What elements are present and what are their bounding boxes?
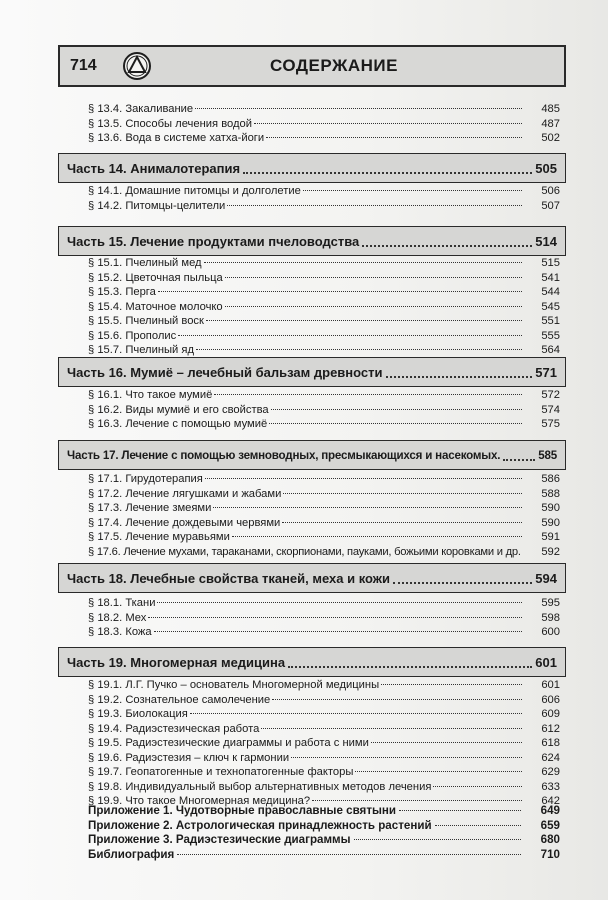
toc-page-number: 680 — [540, 833, 560, 846]
toc-entry[interactable] — [58, 472, 566, 486]
toc-entry[interactable] — [58, 751, 566, 765]
toc-entry-label: Приложение 3. Радиэстезические диаграммы — [88, 833, 351, 846]
page-number: 714 — [70, 57, 97, 74]
toc-entry[interactable] — [58, 117, 566, 131]
toc-entry-label: § 16.1. Что такое мумиё — [88, 389, 213, 401]
toc-entry[interactable] — [58, 102, 566, 116]
toc-entry-label: § 15.1. Пчелиный мед — [88, 257, 202, 269]
toc-entry-label: § 15.4. Маточное молочко — [88, 300, 223, 313]
part-page-number: 594 — [535, 570, 557, 586]
dot-leader — [213, 506, 522, 508]
toc-entry-label: § 17.4. Лечение дождевыми червями — [88, 516, 281, 529]
triangle-circle-logo-icon — [122, 51, 152, 81]
dot-leader — [178, 334, 522, 336]
toc-entry-label: § 15.7. Пчелиный яд — [88, 344, 194, 356]
toc-entry-label: § 19.7. Геопатогенные и технопатогенные факторы — [88, 766, 354, 778]
dot-leader — [243, 171, 532, 174]
toc-page-number: 564 — [541, 344, 560, 356]
toc-page-number: 598 — [541, 611, 560, 624]
dot-leader — [214, 393, 522, 395]
part-heading[interactable] — [58, 357, 566, 387]
toc-entry[interactable] — [58, 625, 566, 639]
appendix-entry[interactable] — [58, 833, 566, 847]
dot-leader — [206, 319, 522, 321]
dot-leader — [355, 770, 522, 772]
toc-page-number: 485 — [541, 103, 560, 115]
toc-entry[interactable] — [58, 403, 566, 417]
toc-page-number: 588 — [541, 487, 560, 500]
part-title: Часть 18. Лечебные свойства тканей, меха и кожи — [67, 570, 391, 586]
toc-entry-label: § 15.3. Перга — [88, 286, 156, 298]
dot-leader — [393, 581, 532, 584]
dot-leader — [177, 853, 521, 855]
toc-entry[interactable] — [58, 184, 566, 198]
toc-page-number: 555 — [541, 329, 560, 342]
dot-leader — [261, 727, 522, 729]
toc-entry[interactable] — [58, 501, 566, 515]
toc-entry[interactable] — [58, 765, 566, 779]
toc-entry[interactable] — [58, 199, 566, 213]
toc-entry-label: § 19.5. Радиэстезические диаграммы и работа с ними — [88, 737, 369, 749]
dot-leader — [205, 477, 522, 479]
toc-entry-label: § 17.2. Лечение лягушками и жабами — [88, 487, 282, 500]
toc-entry[interactable] — [58, 707, 566, 721]
toc-entry[interactable] — [58, 516, 566, 530]
dot-leader — [291, 756, 522, 758]
toc-entry[interactable] — [58, 722, 566, 736]
toc-entry[interactable] — [58, 545, 566, 559]
toc-entry-label: § 15.6. Прополис — [88, 329, 177, 342]
toc-page-number: 624 — [541, 751, 560, 764]
toc-page-number: 541 — [541, 271, 560, 284]
toc-entry-label: Библиография — [88, 847, 175, 861]
dot-leader — [381, 683, 522, 685]
dot-leader — [254, 122, 522, 124]
dot-leader — [204, 261, 522, 263]
toc-entry-label: § 19.3. Биолокация — [88, 708, 188, 720]
toc-page-number: 572 — [541, 389, 560, 401]
toc-page-number: 586 — [541, 473, 560, 485]
toc-entry[interactable] — [58, 693, 566, 707]
toc-page-number: 545 — [541, 300, 560, 313]
toc-page-number: 507 — [541, 199, 560, 212]
dot-leader — [362, 244, 532, 247]
dot-leader — [371, 741, 522, 743]
part-heading[interactable] — [58, 440, 566, 470]
dot-leader — [157, 601, 522, 603]
toc-entry-label: § 19.4. Радиэстезическая работа — [88, 722, 260, 735]
toc-page-number: 633 — [541, 780, 560, 793]
dot-leader — [435, 824, 521, 826]
toc-entry[interactable] — [58, 417, 566, 431]
appendix-entry[interactable] — [58, 804, 566, 818]
toc-entry-label: § 16.2. Виды мумиё и его свойства — [88, 403, 269, 416]
toc-page-number: 612 — [541, 722, 560, 735]
toc-entry-label: § 13.5. Способы лечения водой — [88, 117, 252, 130]
part-heading[interactable] — [58, 563, 566, 593]
part-page-number: 505 — [535, 160, 557, 176]
part-title: Часть 19. Многомерная медицина — [67, 654, 286, 670]
toc-entry[interactable] — [58, 271, 566, 285]
dot-leader — [399, 809, 521, 811]
toc-entry-label: § 17.6. Лечение мухами, тараканами, скорпионами, пауками, божьими коровками и др. — [88, 545, 521, 558]
page-header — [58, 45, 566, 87]
appendix-entry[interactable] — [58, 848, 566, 862]
dot-leader — [266, 136, 522, 138]
toc-entry[interactable] — [58, 300, 566, 314]
toc-entry-label: § 19.8. Индивидуальный выбор альтернативных методов лечения — [88, 780, 432, 793]
toc-entry[interactable] — [58, 596, 566, 610]
dot-leader — [190, 712, 522, 714]
toc-entry[interactable] — [58, 611, 566, 625]
part-title: Часть 16. Мумиё – лечебный бальзам древности — [67, 364, 383, 380]
toc-entry[interactable] — [58, 314, 566, 328]
toc-page-number: 590 — [541, 502, 560, 514]
dot-leader — [271, 408, 522, 410]
page-title: СОДЕРЖАНИЕ — [270, 56, 398, 75]
toc-entry[interactable] — [58, 780, 566, 794]
toc-page-number: 618 — [541, 737, 560, 749]
toc-entry-label: § 19.2. Сознательное самолечение — [88, 693, 271, 706]
toc-page-number: 592 — [541, 545, 560, 558]
toc-page-number: 606 — [541, 693, 560, 706]
toc-entry[interactable] — [58, 388, 566, 402]
toc-entry[interactable] — [58, 487, 566, 501]
toc-entry-label: § 18.3. Кожа — [88, 626, 152, 638]
dot-leader — [154, 630, 522, 632]
toc-entry[interactable] — [58, 256, 566, 270]
toc-entry-label: § 13.6. Вода в системе хатха-йоги — [88, 132, 265, 144]
dot-leader — [148, 616, 522, 618]
toc-entry[interactable] — [58, 285, 566, 299]
toc-page-number: 506 — [541, 185, 560, 197]
toc-page-number: 649 — [540, 804, 560, 817]
toc-entry-label: § 15.5. Пчелиный воск — [88, 315, 204, 327]
part-page-number: 571 — [535, 364, 557, 380]
toc-entry-label: Приложение 1. Чудотворные православные святыни — [88, 804, 397, 817]
part-heading[interactable] — [58, 226, 566, 256]
toc-entry-label: § 17.5. Лечение муравьями — [88, 531, 230, 543]
toc-page-number: 575 — [541, 418, 560, 430]
part-page-number: 585 — [538, 448, 557, 462]
appendix-entry[interactable] — [58, 819, 566, 833]
dot-leader — [272, 698, 522, 700]
dot-leader — [195, 107, 522, 109]
part-title: Часть 14. Анималотерапия — [67, 160, 241, 176]
toc-entry[interactable] — [58, 678, 566, 692]
toc-page-number: 544 — [541, 286, 560, 298]
toc-entry-label: § 19.9. Что такое Многомерная медицина? — [88, 795, 311, 807]
toc-page-number: 515 — [541, 257, 560, 269]
toc-entry[interactable] — [58, 343, 566, 357]
toc-page-number: 659 — [540, 818, 560, 832]
dot-leader — [288, 665, 532, 668]
toc-page-number: 487 — [541, 117, 560, 130]
dot-leader — [386, 375, 533, 378]
toc-page-number: 710 — [540, 847, 560, 861]
dot-leader — [433, 785, 522, 787]
toc-page-number: 629 — [541, 766, 560, 778]
toc-page-number: 609 — [541, 708, 560, 720]
dot-leader — [354, 838, 521, 840]
toc-entry-label: § 18.1. Ткани — [88, 597, 156, 609]
toc-page-number: 502 — [541, 132, 560, 144]
toc-page-number: 591 — [541, 531, 560, 543]
toc-entry-label: § 14.2. Питомцы-целители — [88, 199, 226, 212]
dot-leader — [303, 189, 522, 191]
dot-leader — [225, 305, 522, 307]
part-heading[interactable] — [58, 153, 566, 183]
part-heading[interactable] — [58, 647, 566, 677]
part-title: Часть 15. Лечение продуктами пчеловодства — [67, 233, 360, 249]
toc-entry-label: § 19.6. Радиэстезия – ключ к гармонии — [88, 751, 290, 764]
toc-entry-label: § 14.1. Домашние питомцы и долголетие — [88, 185, 301, 197]
dot-leader — [312, 799, 522, 801]
toc-entry-label: Приложение 2. Астрологическая принадлежность растений — [88, 818, 432, 832]
toc-entry[interactable] — [58, 329, 566, 343]
part-title: Часть 17. Лечение с помощью земноводных, пресмыкающихся и насекомых. — [67, 448, 501, 462]
toc-entry-label: § 16.3. Лечение с помощью мумиё — [88, 418, 268, 430]
toc-entry-label: § 19.1. Л.Г. Пучко – основатель Многомерной медицины — [88, 679, 380, 691]
toc-page-number: 642 — [541, 795, 560, 807]
toc-page-number: 590 — [541, 516, 560, 529]
dot-leader — [283, 492, 522, 494]
toc-page-number: 574 — [541, 403, 560, 416]
dot-leader — [282, 521, 522, 523]
toc-entry-label: § 17.1. Гирудотерапия — [88, 473, 203, 485]
dot-leader — [503, 458, 535, 461]
part-page-number: 514 — [535, 233, 557, 249]
toc-entry-label: § 13.4. Закаливание — [88, 103, 194, 115]
toc-page-number: 601 — [541, 679, 560, 691]
dot-leader — [227, 204, 522, 206]
toc-entry[interactable] — [58, 530, 566, 544]
toc-page-number: 600 — [541, 626, 560, 638]
dot-leader — [269, 422, 522, 424]
toc-page-number: 551 — [541, 315, 560, 327]
dot-leader — [225, 276, 522, 278]
dot-leader — [158, 290, 522, 292]
dot-leader — [196, 348, 522, 350]
part-page-number: 601 — [535, 654, 557, 670]
dot-leader — [232, 535, 522, 537]
toc-entry-label: § 18.2. Мех — [88, 611, 147, 624]
toc-entry[interactable] — [58, 736, 566, 750]
toc-entry[interactable] — [58, 131, 566, 145]
toc-entry-label: § 15.2. Цветочная пыльца — [88, 271, 223, 284]
toc-page-number: 595 — [541, 597, 560, 609]
toc-entry-label: § 17.3. Лечение змеями — [88, 502, 212, 514]
